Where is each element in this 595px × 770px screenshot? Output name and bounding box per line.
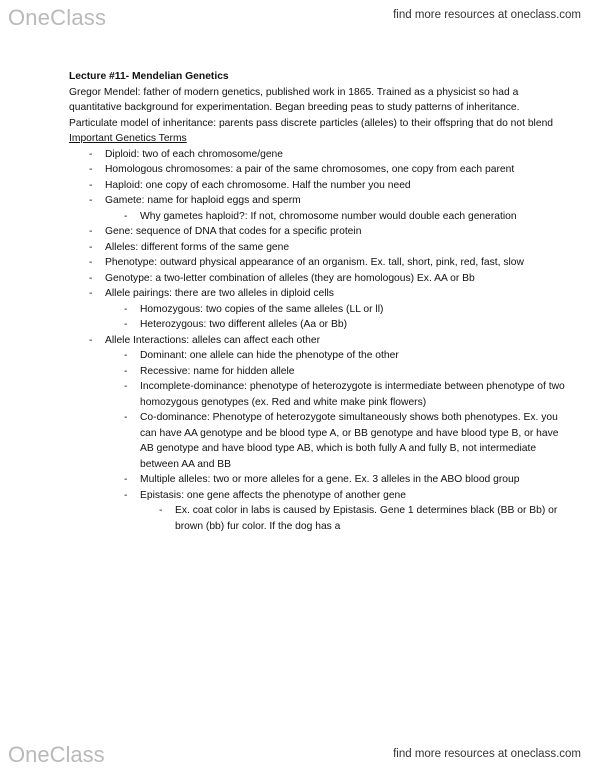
list-item: - Diploid: two of each chromosome/gene [69, 147, 569, 163]
list-item: - Allele pairings: there are two alleles in diploid cells - Homozygous: two copies of the same alleles (LL or ll) - Heterozygous: two different alleles (Aa or Bb) [69, 286, 569, 333]
list-item: - Incomplete-dominance: phenotype of heterozygote is intermediate between phenotype of two homozygous genotypes (ex. Red and white make pink flowers) [105, 379, 569, 410]
page-header [0, 0, 595, 34]
list-item: - Epistasis: one gene affects the phenotype of another gene - Ex. coat color in labs is caused by Epistasis. Gene 1 determines black (BB or Bb) or brown (bb) fur color. If the dog has a [105, 488, 569, 535]
sub-list [105, 302, 569, 333]
oneclass-logo[interactable]: OneClass [8, 742, 105, 767]
list-item: - Multiple alleles: two or more alleles for a gene. Ex. 3 alleles in the ABO blood group [105, 472, 569, 488]
list-item: - Gene: sequence of DNA that codes for a specific protein [69, 224, 569, 240]
list-item: - Phenotype: outward physical appearance of an organism. Ex. tall, short, pink, red, fast, slow [69, 255, 569, 271]
resources-link[interactable]: find more resources at oneclass.com [393, 748, 581, 760]
list-item: - Gamete: name for haploid eggs and sperm - Why gametes haploid?: If not, chromosome number would double each generation [69, 193, 569, 224]
particulate-model-paragraph: Particulate model of inheritance: parents pass discrete particles (alleles) to their offspring that do not blend [69, 117, 554, 129]
intro-paragraph: Gregor Mendel: father of modern genetics, published work in 1865. Trained as a physicist so had a quantitative background for experimentation. Began breeding peas to study patterns of inheritance. [69, 86, 520, 113]
list-item: - Recessive: name for hidden allele [105, 364, 569, 380]
terms-list [69, 147, 569, 535]
list-item: - Homologous chromosomes: a pair of the same chromosomes, one copy from each parent [69, 162, 569, 178]
list-item: - Homozygous: two copies of the same alleles (LL or ll) [105, 302, 569, 318]
resources-link[interactable]: find more resources at oneclass.com [393, 9, 581, 21]
oneclass-logo[interactable]: OneClass [8, 5, 107, 30]
lecture-title: Lecture #11- Mendelian Genetics [69, 71, 229, 82]
list-item: - Heterozygous: two different alleles (Aa or Bb) [105, 317, 569, 333]
list-item: - Dominant: one allele can hide the phenotype of the other [105, 348, 569, 364]
terms-heading: Important Genetics Terms [69, 133, 187, 144]
list-item: - Genotype: a two-letter combination of alleles (they are homologous) Ex. AA or Bb [69, 271, 569, 287]
document-body [69, 69, 569, 534]
sub-list [105, 348, 569, 534]
page-footer [0, 740, 595, 770]
list-item: - Haploid: one copy of each chromosome. Half the number you need [69, 178, 569, 194]
list-item: - Co-dominance: Phenotype of heterozygote simultaneously shows both phenotypes. Ex. you can have AA genotype and be blood type A, or BB genotype and have blood type B, or have AB genotype and have blood type AB, which is both fully A and fully B, not intermediate between AA and BB [105, 410, 569, 472]
sub-list [105, 209, 569, 225]
list-item: - Why gametes haploid?: If not, chromosome number would double each generation [105, 209, 569, 225]
list-item: - Ex. coat color in labs is caused by Epistasis. Gene 1 determines black (BB or Bb) or brown (bb) fur color. If the dog has a [140, 503, 569, 534]
list-item: - Allele Interactions: alleles can affect each other - Dominant: one allele can hide the phenotype of the other - Recessive: name for hidden allele - Incomplete-dominance: phenotype of heterozygote is intermediate between phenotype of two homozygous genotypes (ex. Red and white make pink flowers) - Co-dominance: Phenotype of heterozygote simultaneously shows both phenotypes. Ex. you can have AA genotype and be blood type A, or BB genotype and have blood type B, or have AB genotype and have blood type AB, which is both fully A and fully B, not intermediate between AA and BB - Multiple alleles: two or more alleles for a gene. Ex. 3 alleles in the ABO blood group - Epistasis: one gene affects the phenotype of another gene - Ex. coat color in labs is caused by Epistasis. Gene 1 determines black (BB or Bb) or brown (bb) fur color. If the dog has a [69, 333, 569, 535]
list-item: - Alleles: different forms of the same gene [69, 240, 569, 256]
sub-list [140, 503, 569, 534]
